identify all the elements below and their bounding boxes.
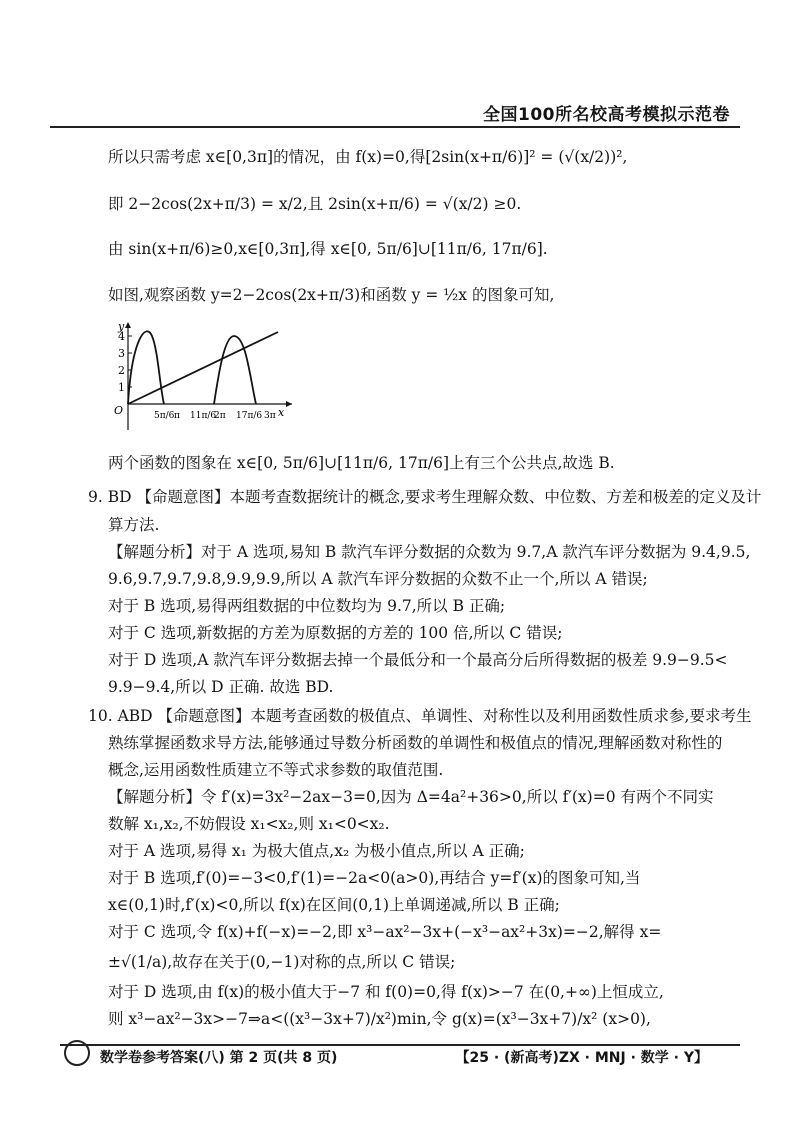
header-title: 全国100所名校高考模拟示范卷	[483, 105, 730, 125]
y-tick-label: 4	[118, 330, 125, 343]
text-line: 如图,观察函数 y=2−2cos(2x+π/3)和函数 y = ½x 的图象可知,	[108, 286, 555, 304]
y-tick-label: 2	[118, 364, 125, 377]
text-line: 由 sin(x+π/6)≥0,x∈[0,3π],得 x∈[0, 5π/6]∪[11π/6, 17π/6].	[108, 240, 548, 258]
x-tick-label: 11π/6	[190, 411, 217, 421]
x-tick-label: 2π	[214, 411, 226, 421]
x-axis-arrow	[286, 401, 292, 407]
text-line: 对于 A 选项,易得 x₁ 为极大值点,x₂ 为极小值点,所以 A 正确;	[108, 842, 525, 860]
x-tick-label: 5π/6	[154, 411, 175, 421]
stamp-icon	[64, 1040, 90, 1066]
text-line: 算方法.	[108, 516, 160, 534]
x-tick-label: 3π	[264, 411, 276, 421]
text-line: 熟练掌握函数求导方法,能够通过导数分析函数的单调性和极值点的情况,理解函数对称性的	[108, 734, 723, 752]
y-axis-label: y	[118, 320, 125, 333]
y-axis-arrow	[125, 322, 131, 328]
text-line: 对于 C 选项,令 f(x)+f(−x)=−2,即 x³−ax²−3x+(−x³−ax²+3x)=−2,解得 x=	[108, 923, 662, 941]
y-tick-label: 1	[118, 381, 125, 394]
text-line: 【解题分析】对于 A 选项,易知 B 款汽车评分数据的众数为 9.7,A 款汽车评分数据为 9.4,9.5,	[108, 543, 751, 561]
question-9-line: 9. BD 【命题意图】本题考查数据统计的概念,要求考生理解众数、中位数、方差和极差的定义及计	[88, 488, 762, 506]
text-line: 对于 C 选项,新数据的方差为原数据的方差的 100 倍,所以 C 错误;	[108, 624, 563, 642]
line-half-x	[128, 332, 278, 404]
text-line: 9.9−9.4,所以 D 正确. 故选 BD.	[108, 678, 334, 696]
x-axis-label: x	[278, 406, 285, 419]
origin-label: O	[114, 404, 124, 417]
function-graph	[100, 318, 300, 436]
text-line: 【解题分析】令 f′(x)=3x²−2ax−3=0,因为 Δ=4a²+36>0,所以 f′(x)=0 有两个不同实	[108, 788, 714, 806]
text-line: 概念,运用函数性质建立不等式求参数的取值范围.	[108, 761, 444, 779]
text-line: 两个函数的图象在 x∈[0, 5π/6]∪[11π/6, 17π/6]上有三个公共点,故选 B.	[108, 454, 615, 472]
x-tick-label: 17π/6	[236, 411, 263, 421]
text-line: 则 x³−ax²−3x>−7⇒a<((x³−3x+7)/x²)min,令 g(x)=(x³−3x+7)/x² (x>0),	[108, 1010, 651, 1028]
text-line: 即 2−2cos(2x+π/3) = x/2,且 2sin(x+π/6) = √(x/2) ≥0.	[108, 195, 522, 213]
graph-svg	[100, 318, 300, 436]
text-line: 数解 x₁,x₂,不妨假设 x₁<x₂,则 x₁<0<x₂.	[108, 815, 390, 833]
text-line: 对于 D 选项,由 f(x)的极小值大于−7 和 f(0)=0,得 f(x)>−7 在(0,+∞)上恒成立,	[108, 983, 664, 1001]
text-line: 对于 B 选项,易得两组数据的中位数均为 9.7,所以 B 正确;	[108, 597, 506, 615]
cosine-curve-1	[128, 331, 164, 404]
text-line: 对于 B 选项,f′(0)=−3<0,f′(1)=−2a<0(a>0),再结合 y=f′(x)的图象可知,当	[108, 869, 641, 887]
x-tick-label: π	[174, 411, 180, 421]
text-line: 对于 D 选项,A 款汽车评分数据去掉一个最低分和一个最高分后所得数据的极差 9.9−9.5<	[108, 651, 728, 669]
text-line: 所以只需考虑 x∈[0,3π]的情况，由 f(x)=0,得[2sin(x+π/6)]² = (√(x/2))²,	[108, 148, 628, 166]
text-line: ±√(1/a),故存在关于(0,−1)对称的点,所以 C 错误;	[108, 953, 456, 971]
text-line: x∈(0,1)时,f′(x)<0,所以 f(x)在区间(0,1)上单调递减,所以 B 正确;	[108, 896, 560, 914]
header-rule	[50, 126, 740, 128]
footer-page-info: 数学卷参考答案(八) 第 2 页(共 8 页)	[100, 1050, 338, 1066]
y-tick-label: 3	[118, 347, 125, 360]
footer-rule	[60, 1044, 740, 1046]
footer-code: 【25 · (新高考)ZX · MNJ · 数学 · Y】	[455, 1050, 708, 1066]
text-line: 9.6,9.7,9.7,9.8,9.9,9.9,所以 A 款汽车评分数据的众数不止一个,所以 A 错误;	[108, 570, 648, 588]
question-10-line: 10. ABD 【命题意图】本题考查函数的极值点、单调性、对称性以及利用函数性质求参,要求考生	[88, 707, 752, 725]
